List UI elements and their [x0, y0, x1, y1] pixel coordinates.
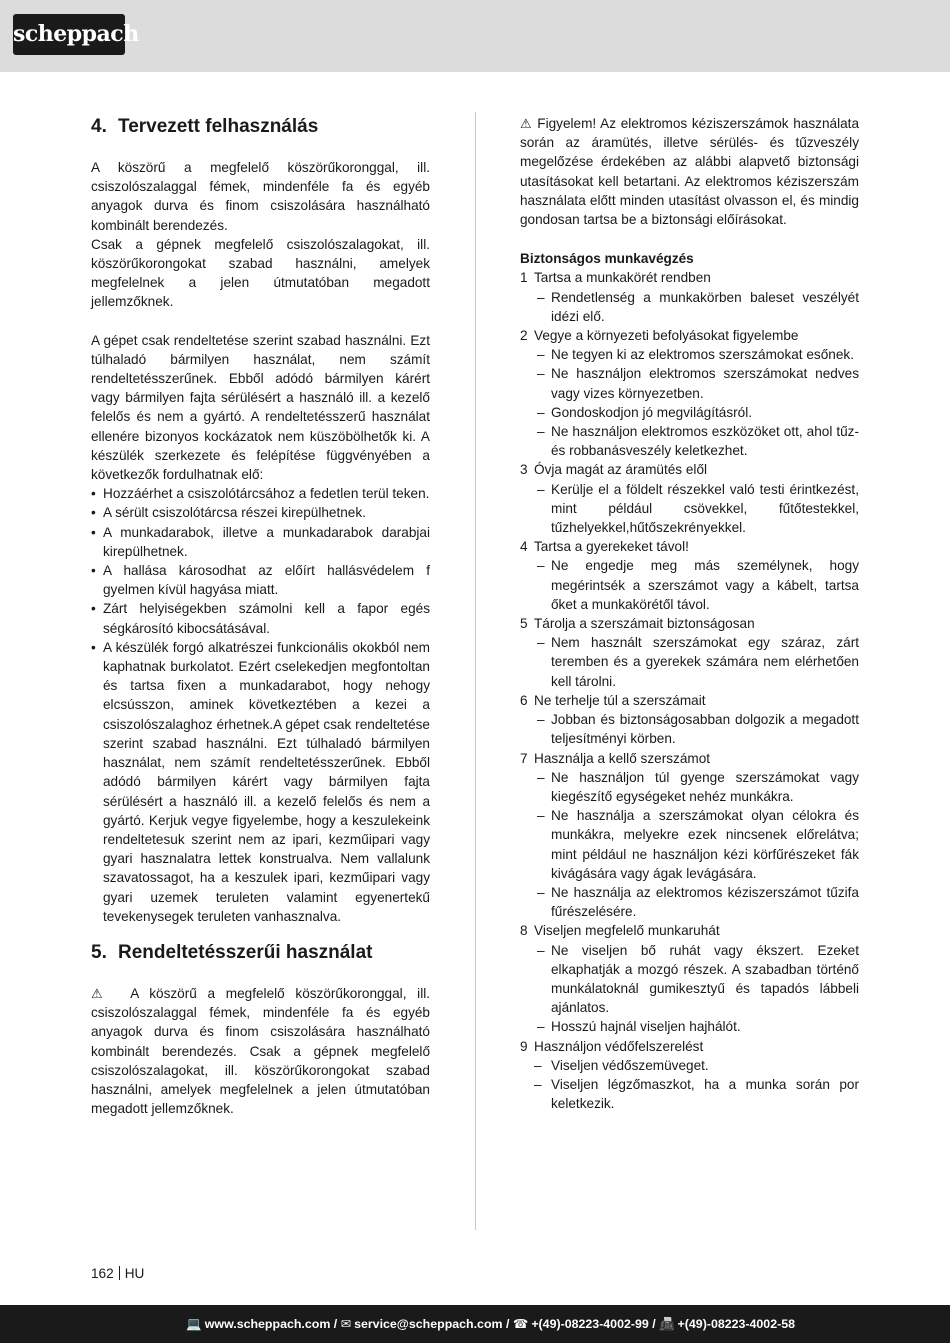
safety-subitem	[520, 883, 859, 921]
paragraph: A gépet csak rendeltetése szerint szabad használni. Ezt túlhaladó bármilyen használat, nem számít rendeltetésszerűnek. Ebből adódó bármilyen kárért vagy bármilyen fajta sérülésért a használó ill. a kezelő felelős és nem a gyártó. A rendeltetésszerű használat ellenére bizonyos kockázatok nem küszöbölhetők ki. A készülék szerkezete és felépítése függvényében a következők fordulhatnak elő:	[91, 332, 430, 483]
safety-item-title: Óvja magát az áramütés elől	[534, 462, 708, 478]
phone-icon: ☎	[512, 1317, 529, 1331]
dash-marker: –	[537, 481, 545, 497]
safety-item-title: Használja a kellő szerszámot	[534, 750, 711, 766]
contact-line	[186, 1316, 795, 1332]
safety-subitem	[520, 1075, 859, 1113]
page-footer	[91, 1264, 144, 1283]
safety-subitem-text: Ne használja az elektromos kéziszerszámot tűzifa fűrészelésére.	[551, 884, 859, 920]
safety-item	[520, 326, 859, 345]
safety-subitem	[520, 1017, 859, 1036]
safety-subitem	[520, 422, 859, 460]
paragraph: A köszörű a megfelelő köszörűkoronggal, ill. csiszolószalaggal fémek, mindenféle fa és egyéb anyagok durva és finom csiszolására használható kombinált berendezés.	[91, 160, 430, 233]
page-number: 162	[91, 1266, 114, 1281]
dash-marker: –	[537, 424, 545, 440]
safety-item	[520, 749, 859, 768]
safety-subitem-text: Nem használt szerszámokat egy száraz, zárt teremben és a gyerekek számára nem elérhetően kell tárolni.	[551, 635, 859, 689]
safety-subitem	[520, 1056, 859, 1075]
safety-item	[520, 691, 859, 710]
safety-subitem-text: Ne tegyen ki az elektromos szerszámokat esőnek.	[551, 347, 854, 363]
website-link[interactable]: www.scheppach.com	[204, 1317, 331, 1331]
fax-number: +(49)-08223-4002-58	[677, 1317, 795, 1331]
safety-item-number: 9	[520, 1038, 528, 1054]
dash-marker: –	[537, 635, 545, 651]
safety-subitem-text: Hosszú hajnál viseljen hajhálót.	[551, 1019, 741, 1035]
section-4-heading	[91, 114, 430, 140]
safety-item-title: Vegye a környezeti befolyásokat figyelembe	[534, 328, 799, 344]
column-divider	[475, 112, 476, 1230]
safety-item-title: Viseljen megfelelő munkaruhát	[534, 923, 720, 939]
header-bar	[0, 0, 950, 72]
warning-paragraph	[520, 114, 859, 229]
warning-icon: ⚠	[91, 985, 110, 1001]
dash-marker: –	[537, 558, 545, 574]
fax-icon: 📠	[659, 1317, 675, 1331]
dash-marker: –	[534, 1057, 542, 1073]
separator: /	[505, 1317, 513, 1331]
safety-subitem-text: Ne használja a szerszámokat olyan célokra és munkákra, melyekre ezek nincsenek előrelátva; mint például ne használjon kézi körfűrészeket fák kivágására vagy ágak levágására.	[551, 808, 859, 881]
safety-item-number: 1	[520, 270, 528, 286]
safety-item	[520, 614, 859, 633]
safety-subitem	[520, 288, 859, 326]
safety-heading: Biztonságos munkavégzés	[520, 251, 694, 267]
safety-subitem	[520, 941, 859, 1018]
risk-list	[91, 484, 430, 926]
list-item-text: A készülék forgó alkatrészei funkcionális okokból nem kaphatnak burkolatot. Ezért cselekedjen megfontoltan és tartsa fixen a munkadarabot, hogy nehogy elcsússzon, aminek következtében a kezei a csiszolószalaghoz érhetnek.A gépet csak rendeltetése szerint szabad használni. Ezt túlhaladó bármilyen használat, nem számít rendeltetésszerűnek. Ebből adódó bármilyen kárért vagy bármilyen fajta sérülésért a használó ill. a kezelő felelős és nem a gyártó. Kerjuk vegye figyelembe, hogy a keszulekeink rendeltetesuk szerint nem az ipari, kezműipari vagy gyari hasznalatra lettek konstrualva. Nem vallalunk szavatossagot, ha a keszulek ipari, kezműipari vagy gyari uzemek teruleten valamint egyenertekű tevekenysegek teruleten vanhasznalva.	[103, 639, 430, 924]
dash-marker: –	[537, 347, 545, 363]
safety-item-number: 2	[520, 328, 528, 344]
list-item: • A sérült csiszolótárcsa részei kirepülhetnek.	[91, 505, 366, 521]
safety-subitem	[520, 710, 859, 748]
safety-item	[520, 268, 859, 287]
safety-subitem-text: Ne használjon elektromos szerszámokat nedves vagy vizes környezetben.	[551, 366, 859, 401]
warning-icon: ⚠	[520, 116, 533, 131]
safety-item-title: Ne terhelje túl a szerszámait	[534, 692, 706, 708]
separator	[119, 1266, 120, 1280]
safety-subitem	[520, 768, 859, 806]
dash-marker: –	[534, 1076, 542, 1092]
safety-item-title: Tartsa a gyerekeket távol!	[534, 539, 689, 555]
safety-subitem-text: Kerülje el a földelt részekkel való testi érintkezést, mint például csövekkel, fűtőtestekkel, tűzhelyekkel,hűtőszekrényekkel.	[551, 481, 859, 536]
safety-subitem	[520, 633, 859, 691]
dash-marker: –	[537, 289, 545, 305]
dash-marker: –	[537, 712, 545, 728]
list-item-text: A hallása károsodhat az előírt hallásvédelem f gyelmen kívül hagyása miatt.	[103, 563, 430, 598]
safety-item-number: 3	[520, 462, 528, 478]
list-item-text: A munkadarabok, illetve a munkadarabok darabjai kirepülhetnek.	[103, 524, 430, 559]
section-4-number: 4.	[91, 116, 107, 137]
safety-subitem-text: Ne viseljen bő ruhát vagy ékszert. Ezeket elkaphatják a mozgó részek. A szabadban történő munkálatoknál gumikesztyű és tapadós lábbeli ajánlatos.	[551, 942, 859, 1016]
safety-subitem	[520, 345, 859, 364]
safety-item	[520, 1037, 859, 1056]
section-4-title: Tervezett felhasználás	[118, 116, 319, 137]
section-5-heading	[91, 940, 430, 966]
safety-item-title: Tárolja a szerszámait biztonságosan	[534, 616, 755, 632]
safety-item-title: Használjon védőfelszerelést	[534, 1038, 704, 1054]
safety-subitem-text: Jobban és biztonságosabban dolgozik a megadott teljesítményi körben.	[551, 712, 859, 747]
safety-item	[520, 460, 859, 479]
list-item-text: A sérült csiszolótárcsa részei kirepülhetnek.	[103, 505, 366, 521]
safety-item-number: 4	[520, 539, 528, 555]
safety-item-number: 5	[520, 616, 528, 632]
list-item: • Zárt helyiségekben számolni kell a fapor egés ségkárosító kibocsátásával.	[91, 601, 430, 636]
safety-item-title: Tartsa a munkakörét rendben	[534, 270, 711, 286]
safety-subitem-text: Viseljen légzőmaszkot, ha a munka során por keletkezik.	[551, 1076, 859, 1112]
list-item: • A hallása károsodhat az előírt hallásvédelem f gyelmen kívül hagyása miatt.	[91, 563, 430, 598]
list-item: • A munkadarabok, illetve a munkadarabok darabjai kirepülhetnek.	[91, 524, 430, 559]
email-link[interactable]: service@scheppach.com	[354, 1317, 503, 1331]
safety-item	[520, 537, 859, 556]
paragraph: Csak a gépnek megfelelő csiszolószalagokat, ill. köszörűkorongokat szabad használni, amelyek megfelelnek a jelen útmutatóban megadott jellemzőknek.	[91, 236, 430, 310]
safety-subitem-text: Gondoskodjon jó megvilágításról.	[551, 404, 752, 420]
warning-text: A köszörű a megfelelő köszörűkoronggal, ill. csiszolószalaggal fémek, mindenféle fa és egyéb anyagok durva és finom csiszolására használható kombinált berendezés. Csak a gépnek megfelelő csiszolószalagokat, ill. köszörűkorongokat szabad használni, amelyek megfelelnek a jelen útmutatóban megadott jellemzőknek.	[91, 985, 431, 1117]
safety-item-number: 6	[520, 692, 528, 708]
separator: /	[652, 1317, 660, 1331]
safety-item-number: 7	[520, 750, 528, 766]
dash-marker: –	[537, 808, 545, 824]
list-item-text: Zárt helyiségekben számolni kell a fapor egés ségkárosító kibocsátásával.	[103, 601, 430, 636]
safety-subitem-text: Ne engedje meg más személynek, hogy megérintsék a szerszámot vagy a kábelt, tartsa őket a munkakörétől távol.	[551, 558, 859, 612]
safety-subitem-text: Rendetlenség a munkakörben baleset veszélyét idézi elő.	[551, 289, 859, 324]
dash-marker: –	[537, 366, 545, 382]
warning-paragraph	[91, 984, 430, 1118]
section-5-title: Rendeltetésszerűi használat	[118, 941, 373, 963]
language-code: HU	[124, 1266, 145, 1281]
dash-marker: –	[537, 1019, 545, 1035]
safety-subitem	[520, 480, 859, 538]
list-item: • Hozzáérhet a csiszolótárcsához a fedetlen terül teken.	[91, 486, 430, 502]
safety-subitem-text: Viseljen védőszemüveget.	[551, 1057, 709, 1073]
warning-text: Figyelem! Az elektromos kéziszerszámok használata során az áramütés, illetve sérülés- és tűzveszély megelőzése érdekében az alábbi alapvető biztonsági utasításokat kell betartani. Az elektromos kéziszerszám használata előtt minden utasítást olvasson el, és mindig gondosan tartsa be a biztonsági előírásokat.	[520, 116, 860, 228]
dash-marker: –	[537, 404, 545, 420]
section-5-number: 5.	[91, 941, 107, 963]
computer-icon: 💻	[186, 1317, 202, 1331]
mail-icon: ✉	[340, 1317, 352, 1331]
separator: /	[333, 1317, 341, 1331]
safety-subitem-text: Ne használjon túl gyenge szerszámokat vagy kiegészítő egységeket nehéz munkákra.	[551, 769, 859, 804]
safety-item-number: 8	[520, 923, 528, 939]
safety-subitem	[520, 364, 859, 402]
list-item-text: Hozzáérhet a csiszolótárcsához a fedetlen terül teken.	[103, 486, 430, 502]
right-column	[520, 114, 859, 1113]
list-item: • A készülék forgó alkatrészei funkcionális okokból nem kaphatnak burkolatot. Ezért cselekedjen megfontoltan és tartsa fixen a munkadarabot, hogy nehogy elcsússzon, aminek következtében a kezei a csiszolószalaghoz érhetnek.A gépet csak rendeltetése szerint szabad használni. Ezt túlhaladó bármilyen használat, nem számít rendeltetésszerűnek. Ebből adódó bármilyen kárért vagy bármilyen fajta sérülésért a használó ill. a kezelő felelős és nem a gyártó. Kerjuk vegye figyelembe, hogy a keszulekeink rendeltetesuk szerint nem az ipari, kezműipari vagy gyari hasznalatra lettek konstrualva. Nem vallalunk szavatossagot, ha a keszulek ipari, kezműipari vagy gyari uzemek teruleten valamint egyenertekű tevekenysegek teruleten vanhasznalva.	[91, 639, 430, 924]
safety-subitem	[520, 403, 859, 422]
brand-logo: scheppach	[13, 14, 125, 55]
safety-subitem-text: Ne használjon elektromos eszközöket ott, ahol tűz- és robbanásveszély keletkezhet.	[551, 424, 859, 459]
dash-marker: –	[537, 884, 545, 900]
safety-item	[520, 921, 859, 940]
safety-list	[520, 268, 859, 1113]
contact-bar	[0, 1305, 950, 1343]
safety-subitem	[520, 556, 859, 614]
safety-subitem	[520, 806, 859, 883]
phone-number: +(49)-08223-4002-99	[531, 1317, 649, 1331]
dash-marker: –	[537, 769, 545, 785]
dash-marker: –	[537, 942, 545, 958]
left-column	[91, 114, 430, 1118]
